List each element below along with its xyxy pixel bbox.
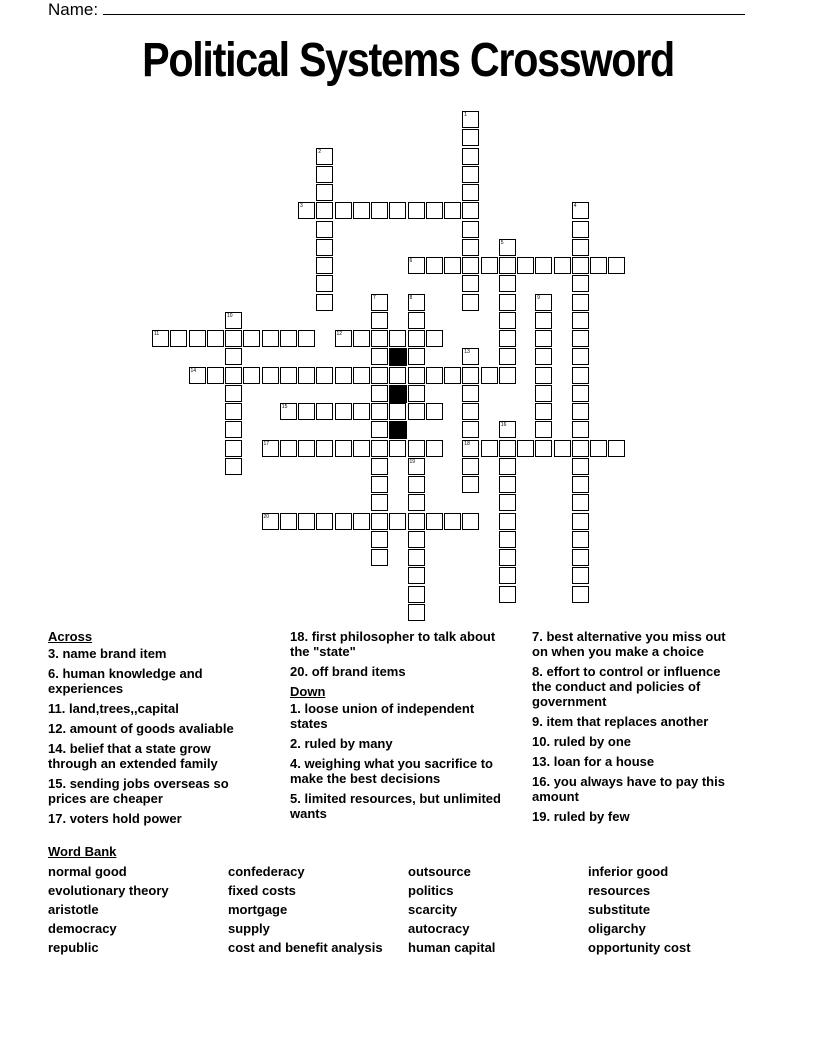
crossword-cell[interactable] — [462, 257, 479, 274]
clue-across-20: 20. off brand items — [290, 664, 406, 679]
clue-number: 7 — [373, 294, 376, 301]
word-bank-item: substitute — [588, 902, 651, 917]
crossword-cell[interactable] — [316, 367, 333, 384]
crossword-cell[interactable] — [225, 367, 242, 384]
crossword-cell[interactable] — [499, 549, 516, 566]
crossword-cell[interactable] — [371, 403, 388, 420]
crossword-cell[interactable] — [499, 294, 516, 311]
crossword-cell[interactable] — [572, 221, 589, 238]
crossword-cell[interactable] — [572, 312, 589, 329]
crossword-cell[interactable] — [535, 440, 552, 457]
crossword-cell[interactable] — [499, 567, 516, 584]
crossword-cell[interactable] — [371, 531, 388, 548]
crossword-cell[interactable] — [280, 367, 297, 384]
crossword-cell[interactable] — [572, 494, 589, 511]
crossword-cell[interactable] — [408, 385, 425, 402]
crossword-cell[interactable] — [371, 440, 388, 457]
crossword-cell[interactable] — [225, 348, 242, 365]
crossword-cell[interactable] — [608, 440, 625, 457]
crossword-cell[interactable] — [462, 148, 479, 165]
crossword-cell[interactable] — [572, 403, 589, 420]
crossword-cell[interactable] — [481, 367, 498, 384]
crossword-cell[interactable] — [389, 440, 406, 457]
crossword-cell[interactable] — [462, 403, 479, 420]
crossword-cell[interactable] — [408, 567, 425, 584]
crossword-cell[interactable] — [408, 367, 425, 384]
crossword-cell[interactable] — [462, 440, 479, 457]
crossword-cell[interactable] — [572, 458, 589, 475]
crossword-cell[interactable] — [572, 421, 589, 438]
crossword-cell[interactable] — [371, 348, 388, 365]
crossword-cell[interactable] — [535, 367, 552, 384]
crossword-cell[interactable] — [554, 257, 571, 274]
clue-number: 17 — [263, 440, 270, 447]
page-title: Political Systems Crossword — [142, 34, 674, 87]
crossword-cell[interactable] — [353, 440, 370, 457]
crossword-cell[interactable] — [572, 330, 589, 347]
crossword-cell[interactable] — [170, 330, 187, 347]
crossword-cell[interactable] — [225, 421, 242, 438]
crossword-cell[interactable] — [280, 513, 297, 530]
crossword-cell[interactable] — [462, 421, 479, 438]
clue-across-14: 14. belief that a state grow through an extended family — [48, 741, 218, 771]
crossword-cell[interactable] — [481, 440, 498, 457]
clue-number: 13 — [464, 349, 470, 356]
crossword-cell[interactable] — [389, 367, 406, 384]
clue-down-9: 9. item that replaces another — [532, 714, 709, 729]
crossword-cell[interactable] — [408, 531, 425, 548]
crossword-cell[interactable] — [408, 312, 425, 329]
clue-number: 15 — [281, 404, 288, 410]
crossword-cell[interactable] — [426, 513, 443, 530]
word-bank-item: democracy — [48, 921, 117, 936]
word-bank-item: autocracy — [408, 921, 470, 936]
crossword-cell[interactable] — [353, 330, 370, 347]
crossword-cell[interactable] — [535, 421, 552, 438]
crossword-cell[interactable] — [572, 567, 589, 584]
crossword-cell[interactable] — [298, 440, 315, 457]
crossword-cell[interactable] — [371, 312, 388, 329]
clue-number: 9 — [537, 294, 541, 301]
crossword-cell[interactable] — [462, 275, 479, 292]
crossword-cell[interactable] — [408, 440, 425, 457]
crossword-cell[interactable] — [280, 330, 297, 347]
clue-down-4: 4. weighing what you sacrifice to make the best decisions — [290, 756, 494, 786]
crossword-cell[interactable] — [572, 549, 589, 566]
crossword-cell[interactable] — [335, 403, 352, 420]
crossword-cell[interactable] — [408, 294, 425, 311]
crossword-cell[interactable] — [408, 549, 425, 566]
crossword-cell[interactable] — [371, 330, 388, 347]
crossword-cell[interactable] — [335, 440, 352, 457]
crossword-cell[interactable] — [462, 221, 479, 238]
crossword-cell[interactable] — [462, 166, 479, 183]
crossword-cell[interactable] — [499, 440, 516, 457]
crossword-cell[interactable] — [499, 239, 516, 256]
crossword-cell[interactable] — [535, 385, 552, 402]
crossword-cell[interactable] — [499, 312, 516, 329]
crossword-cell[interactable] — [316, 184, 333, 201]
crossword-cell[interactable] — [408, 348, 425, 365]
crossword-cell[interactable] — [316, 513, 333, 530]
crossword-cell[interactable] — [371, 294, 388, 311]
word-bank-item: supply — [228, 921, 270, 936]
clue-number: 5 — [500, 239, 504, 246]
word-bank-item: resources — [588, 883, 651, 898]
clue-down-5: 5. limited resources, but unlimited wants — [290, 791, 501, 821]
clue-down-2: 2. ruled by many — [290, 736, 393, 751]
crossword-cell[interactable] — [408, 257, 425, 274]
crossword-cell[interactable] — [335, 330, 352, 347]
crossword-cell[interactable] — [426, 440, 443, 457]
word-bank-item: cost and benefit analysis — [228, 940, 383, 955]
crossword-cell[interactable] — [243, 330, 260, 347]
clue-down-19: 19. ruled by few — [532, 809, 630, 824]
clue-number: 2 — [318, 148, 322, 155]
crossword-cell[interactable] — [262, 513, 279, 530]
crossword-cell[interactable] — [280, 403, 297, 420]
word-bank-column-3 — [408, 862, 495, 957]
crossword-cell[interactable] — [572, 294, 589, 311]
crossword-cell[interactable] — [572, 476, 589, 493]
crossword-cell[interactable] — [225, 385, 242, 402]
crossword-cell[interactable] — [462, 513, 479, 530]
clues-column-2 — [290, 629, 515, 826]
crossword-cell[interactable] — [572, 257, 589, 274]
crossword-cell[interactable] — [462, 239, 479, 256]
crossword-cell[interactable] — [462, 129, 479, 146]
crossword-cell[interactable] — [225, 440, 242, 457]
crossword-cell[interactable] — [408, 403, 425, 420]
crossword-cell[interactable] — [316, 403, 333, 420]
crossword-cell[interactable] — [189, 367, 206, 384]
crossword-cell[interactable] — [371, 385, 388, 402]
crossword-cell[interactable] — [371, 513, 388, 530]
crossword-cell[interactable] — [499, 458, 516, 475]
crossword-cell[interactable] — [535, 312, 552, 329]
word-bank-item: human capital — [408, 940, 496, 955]
crossword-cell[interactable] — [535, 257, 552, 274]
word-bank-item: inferior good — [588, 864, 669, 879]
clues-column-3 — [532, 629, 737, 829]
crossword-cell[interactable] — [389, 403, 406, 420]
crossword-cell[interactable] — [371, 202, 388, 219]
crossword-cell[interactable] — [316, 239, 333, 256]
crossword-cell[interactable] — [444, 513, 461, 530]
crossword-cell[interactable] — [298, 202, 315, 219]
clue-down-7: 7. best alternative you miss out on when you make a choice — [532, 629, 726, 659]
crossword-cell[interactable] — [316, 257, 333, 274]
crossword-cell[interactable] — [408, 202, 425, 219]
word-bank-item: aristotle — [48, 902, 99, 917]
clue-across-11: 11. land,trees,,capital — [48, 701, 179, 716]
crossword-cell[interactable] — [499, 275, 516, 292]
word-bank-column-4 — [588, 862, 691, 957]
crossword-cell[interactable] — [517, 257, 534, 274]
clue-down-8: 8. effort to control or influence the conduct and policies of government — [532, 664, 721, 709]
crossword-cell[interactable] — [426, 330, 443, 347]
clue-across-6: 6. human knowledge and experiences — [48, 666, 203, 696]
clue-down-1: 1. loose union of independent states — [290, 701, 475, 731]
crossword-cell[interactable] — [444, 202, 461, 219]
clues-column-1 — [48, 629, 263, 831]
crossword-cell[interactable] — [371, 549, 388, 566]
crossword-cell[interactable] — [499, 367, 516, 384]
crossword-cell[interactable] — [408, 330, 425, 347]
crossword-cell[interactable] — [554, 440, 571, 457]
black-square — [389, 421, 407, 439]
crossword-cell[interactable] — [353, 403, 370, 420]
crossword-cell[interactable] — [444, 257, 461, 274]
crossword-cell[interactable] — [316, 166, 333, 183]
crossword-cell[interactable] — [389, 513, 406, 530]
clue-across-12: 12. amount of goods avaliable — [48, 721, 234, 736]
crossword-cell[interactable] — [225, 312, 242, 329]
crossword-cell[interactable] — [262, 330, 279, 347]
word-bank-item: oligarchy — [588, 921, 646, 936]
clue-number: 3 — [300, 203, 303, 210]
crossword-cell[interactable] — [353, 202, 370, 219]
crossword-cell[interactable] — [371, 367, 388, 384]
name-label: Name: — [48, 0, 99, 19]
crossword-cell[interactable] — [572, 586, 589, 603]
word-bank-item: republic — [48, 940, 99, 955]
crossword-cell[interactable] — [462, 184, 479, 201]
word-bank-item: opportunity cost — [588, 940, 691, 955]
crossword-cell[interactable] — [499, 513, 516, 530]
crossword-cell[interactable] — [499, 476, 516, 493]
crossword-cell[interactable] — [408, 513, 425, 530]
crossword-cell[interactable] — [207, 330, 224, 347]
clue-across-3: 3. name brand item — [48, 646, 167, 661]
word-bank-item: evolutionary theory — [48, 883, 169, 898]
crossword-cell[interactable] — [316, 440, 333, 457]
crossword-cell[interactable] — [535, 294, 552, 311]
down-heading: Down — [290, 684, 326, 699]
crossword-cell[interactable] — [335, 513, 352, 530]
word-bank-item: confederacy — [228, 864, 305, 879]
crossword-cell[interactable] — [389, 202, 406, 219]
crossword-cell[interactable] — [371, 421, 388, 438]
crossword-cell[interactable] — [371, 458, 388, 475]
clue-number: 1 — [464, 112, 468, 118]
crossword-cell[interactable] — [462, 111, 479, 128]
crossword-cell[interactable] — [316, 202, 333, 219]
crossword-cell[interactable] — [572, 513, 589, 530]
crossword-cell[interactable] — [572, 531, 589, 548]
crossword-cell[interactable] — [535, 330, 552, 347]
crossword-cell[interactable] — [262, 440, 279, 457]
black-square — [389, 348, 407, 366]
clue-number: 20 — [263, 513, 270, 520]
crossword-cell[interactable] — [426, 403, 443, 420]
clue-number: 12 — [336, 331, 343, 337]
crossword-cell[interactable] — [499, 586, 516, 603]
word-bank-column-2 — [228, 862, 383, 957]
crossword-cell[interactable] — [316, 221, 333, 238]
clue-number: 18 — [464, 440, 470, 447]
crossword-cell[interactable] — [572, 239, 589, 256]
clue-number: 4 — [573, 203, 577, 210]
crossword-cell[interactable] — [590, 257, 607, 274]
clue-number: 8 — [409, 294, 413, 301]
crossword-cell[interactable] — [572, 275, 589, 292]
crossword-cell[interactable] — [499, 348, 516, 365]
clue-down-10: 10. ruled by one — [532, 734, 631, 749]
crossword-cell[interactable] — [225, 458, 242, 475]
crossword-cell[interactable] — [243, 367, 260, 384]
crossword-cell[interactable] — [499, 494, 516, 511]
crossword-cell[interactable] — [462, 476, 479, 493]
across-heading: Across — [48, 629, 93, 644]
crossword-cell[interactable] — [371, 494, 388, 511]
crossword-cell[interactable] — [426, 257, 443, 274]
crossword-cell[interactable] — [426, 202, 443, 219]
crossword-cell[interactable] — [462, 202, 479, 219]
crossword-cell[interactable] — [335, 202, 352, 219]
word-bank-title: Word Bank — [48, 844, 117, 859]
crossword-cell[interactable] — [316, 148, 333, 165]
crossword-cell[interactable] — [535, 403, 552, 420]
word-bank-item: normal good — [48, 864, 127, 879]
crossword-cell[interactable] — [298, 403, 315, 420]
word-bank-item: politics — [408, 883, 454, 898]
word-bank-item: mortgage — [228, 902, 288, 917]
crossword-cell[interactable] — [298, 330, 315, 347]
crossword-cell[interactable] — [298, 367, 315, 384]
crossword-cell[interactable] — [481, 257, 498, 274]
clue-down-16: 16. you always have to pay this amount — [532, 774, 725, 804]
crossword-cell[interactable] — [462, 367, 479, 384]
crossword-cell[interactable] — [152, 330, 169, 347]
crossword-cell[interactable] — [408, 458, 425, 475]
clue-number: 11 — [154, 331, 160, 337]
crossword-cell[interactable] — [426, 367, 443, 384]
crossword-cell[interactable] — [225, 330, 242, 347]
crossword-cell[interactable] — [572, 367, 589, 384]
crossword-cell[interactable] — [535, 348, 552, 365]
clue-number: 10 — [227, 312, 233, 319]
word-bank-item: fixed costs — [228, 883, 296, 898]
crossword-cell[interactable] — [225, 403, 242, 420]
crossword-cell[interactable] — [298, 513, 315, 530]
crossword-cell[interactable] — [608, 257, 625, 274]
crossword-cell[interactable] — [517, 440, 534, 457]
black-square — [389, 385, 407, 403]
clue-number: 19 — [409, 458, 416, 465]
crossword-cell[interactable] — [462, 294, 479, 311]
crossword-cell[interactable] — [572, 385, 589, 402]
crossword-cell[interactable] — [262, 367, 279, 384]
word-bank-column-1 — [48, 862, 169, 957]
crossword-cell[interactable] — [408, 604, 425, 621]
word-bank-item: outsource — [408, 864, 471, 879]
crossword-cell[interactable] — [462, 385, 479, 402]
crossword-cell[interactable] — [316, 294, 333, 311]
word-bank-item: scarcity — [408, 902, 458, 917]
crossword-cell[interactable] — [590, 440, 607, 457]
clue-across-18: 18. first philosopher to talk about the "state" — [290, 629, 496, 659]
crossword-cell[interactable] — [499, 257, 516, 274]
clue-down-13: 13. loan for a house — [532, 754, 655, 769]
crossword-cell[interactable] — [499, 531, 516, 548]
crossword-cell[interactable] — [189, 330, 206, 347]
crossword-cell[interactable] — [499, 421, 516, 438]
crossword-cell[interactable] — [280, 440, 297, 457]
clue-number: 16 — [500, 422, 507, 429]
crossword-cell[interactable] — [572, 348, 589, 365]
crossword-cell[interactable] — [371, 476, 388, 493]
crossword-cell[interactable] — [353, 513, 370, 530]
crossword-cell[interactable] — [316, 275, 333, 292]
crossword-cell[interactable] — [572, 202, 589, 219]
crossword-cell[interactable] — [207, 367, 224, 384]
clue-across-15: 15. sending jobs overseas so prices are cheaper — [48, 776, 229, 806]
crossword-cell[interactable] — [408, 494, 425, 511]
clue-across-17: 17. voters hold power — [48, 811, 182, 826]
crossword-cell[interactable] — [353, 367, 370, 384]
clue-number: 14 — [190, 367, 197, 374]
crossword-cell[interactable] — [462, 458, 479, 475]
crossword-cell[interactable] — [572, 440, 589, 457]
clue-number: 6 — [409, 258, 413, 264]
crossword-cell[interactable] — [408, 476, 425, 493]
crossword-cell[interactable] — [335, 367, 352, 384]
crossword-cell[interactable] — [389, 330, 406, 347]
crossword-cell[interactable] — [462, 348, 479, 365]
crossword-cell[interactable] — [408, 586, 425, 603]
crossword-cell[interactable] — [499, 330, 516, 347]
crossword-cell[interactable] — [444, 367, 461, 384]
